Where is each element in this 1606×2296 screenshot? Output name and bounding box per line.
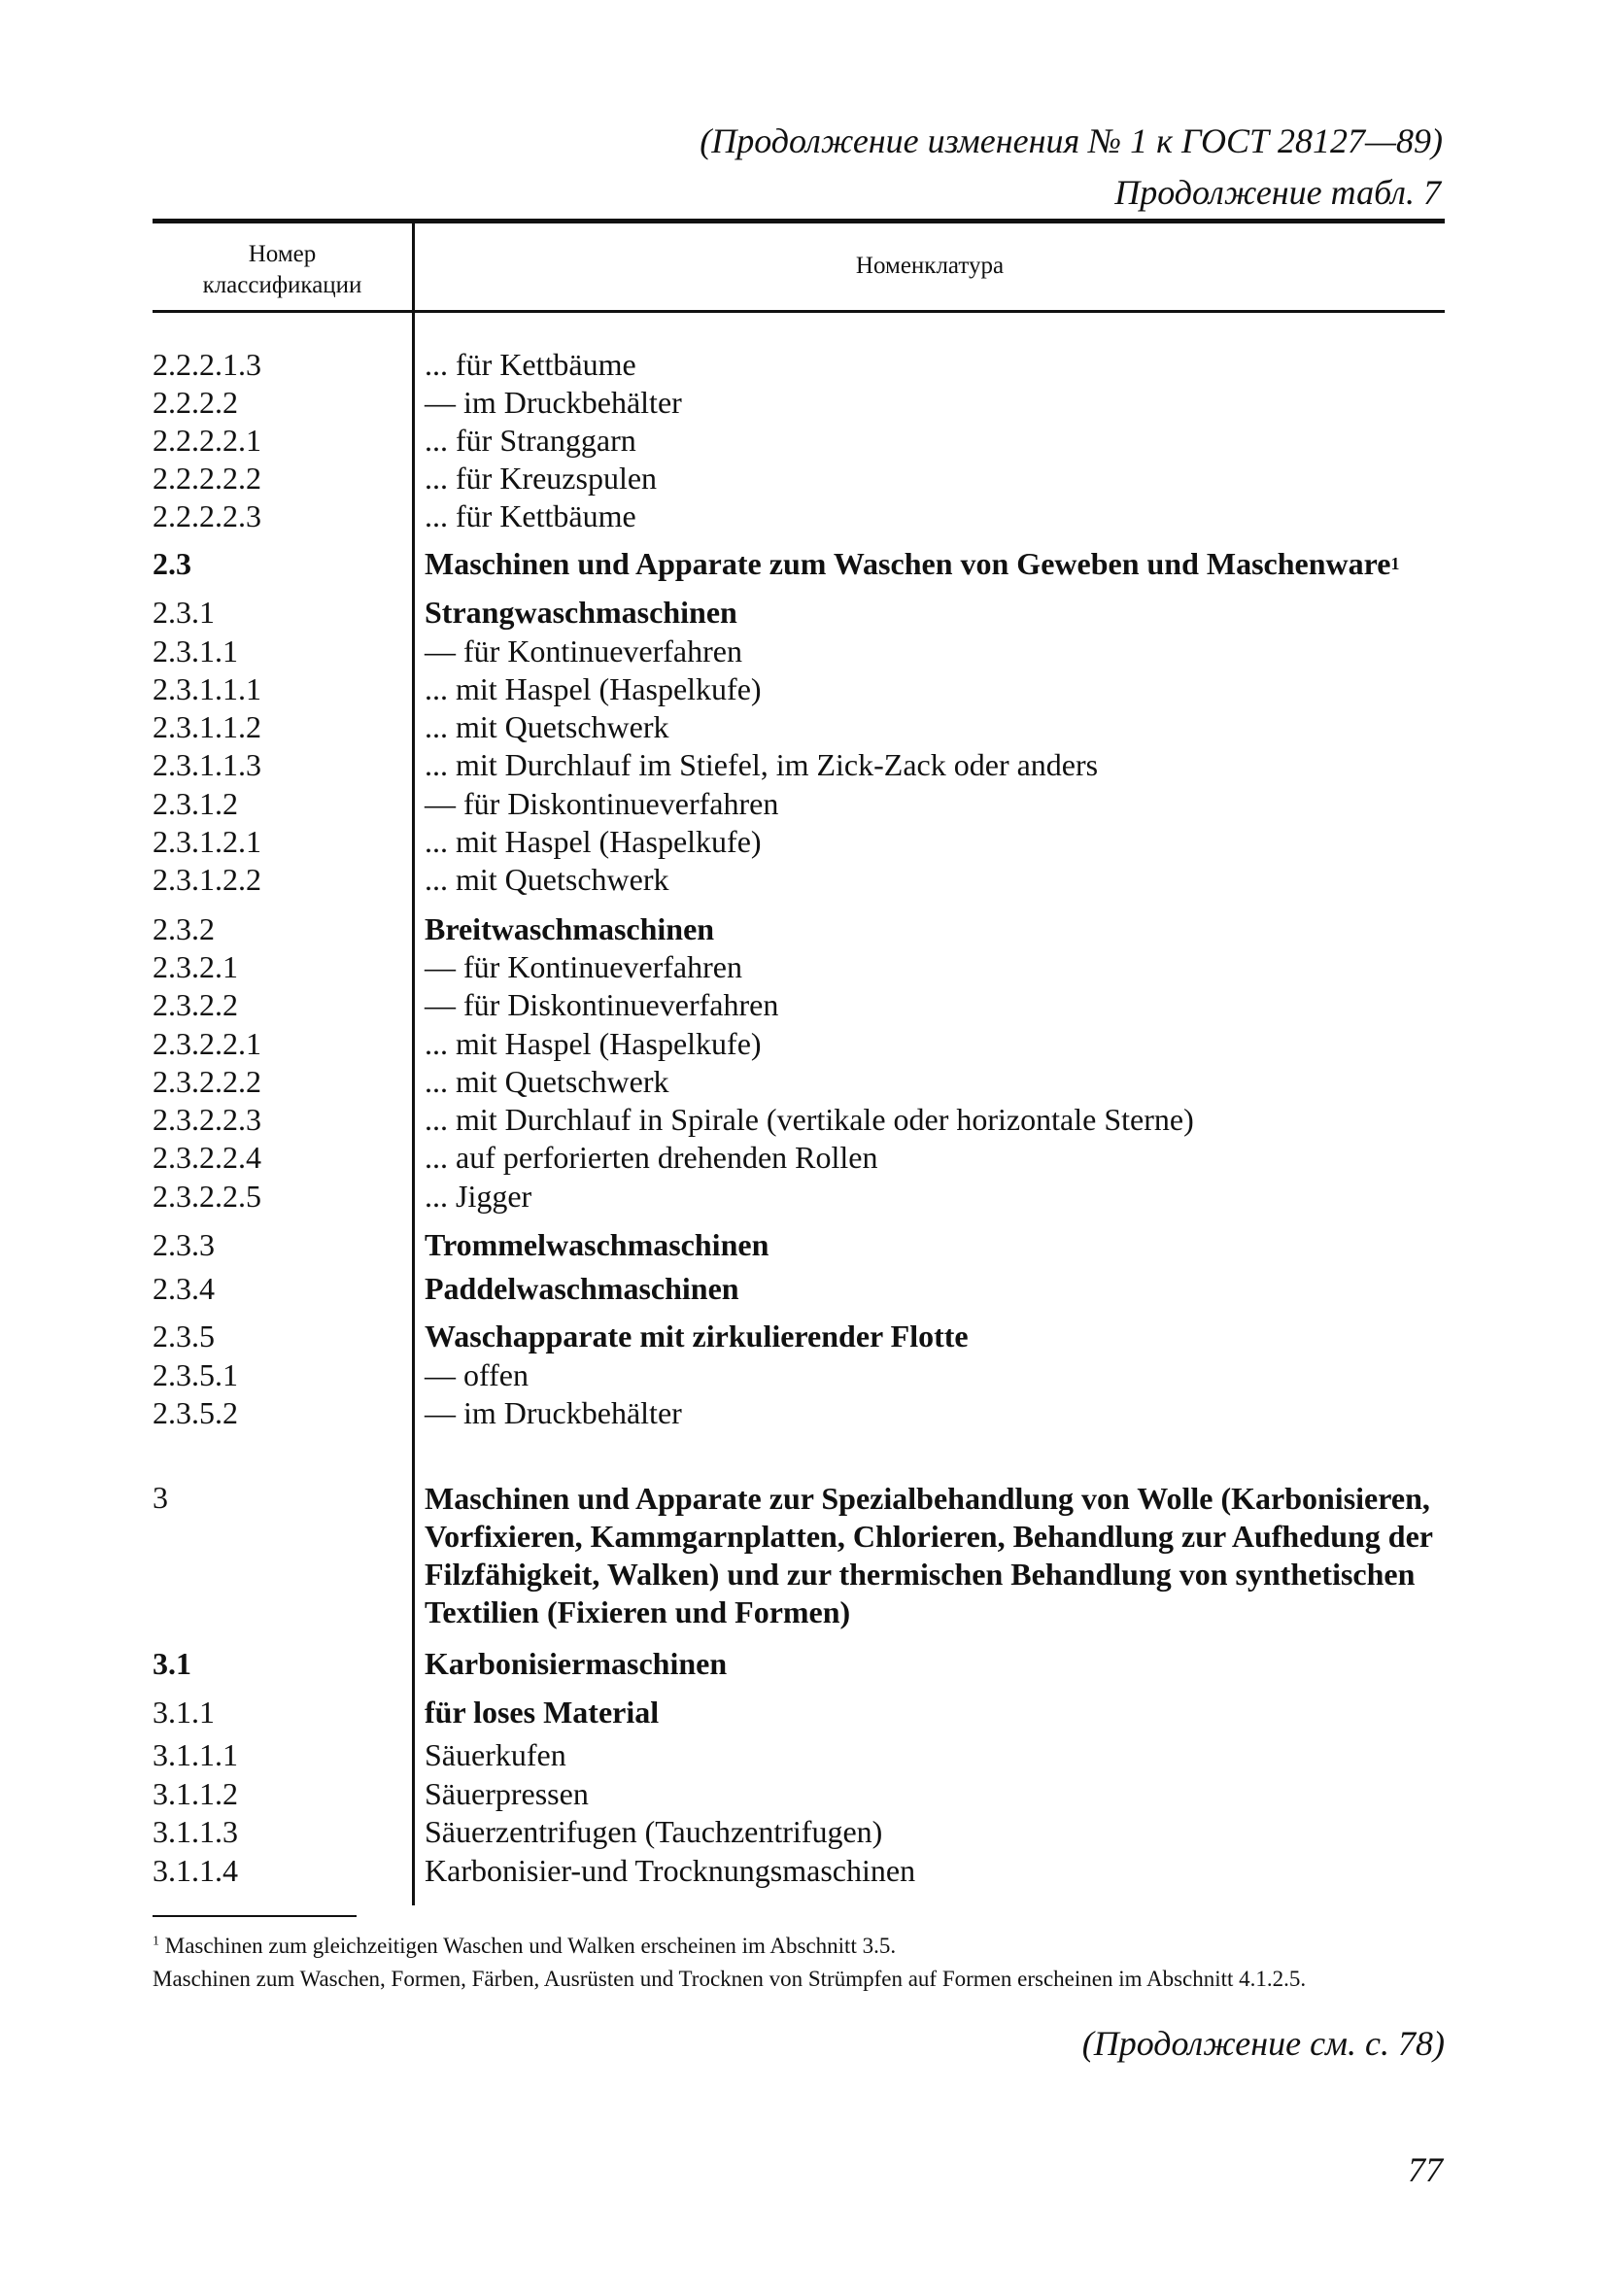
- nomenclature-text: ... Jigger: [425, 1179, 532, 1214]
- classification-code: 3.1.1: [153, 1695, 215, 1730]
- nomenclature-text: — im Druckbehälter: [425, 1395, 682, 1430]
- nomenclature-entry: [425, 709, 1454, 744]
- nomenclature-text: ... für Kettbäume: [425, 498, 636, 533]
- page-number: 77: [1408, 2150, 1443, 2189]
- nomenclature-entry: [425, 1776, 1454, 1811]
- nomenclature-entry: [425, 1102, 1454, 1137]
- nomenclature-entry: [425, 461, 1454, 496]
- nomenclature-text: Maschinen und Apparate zur Spezialbehandlung von Wolle (Karbonisieren, Vorfixieren, Kammgarnplatten, Chlorieren, Behandlung zur Aufhedung der Filzfähigkeit, Walken) und zur thermischen Behandlung von synthetischen Textilien (Fixieren und Formen): [425, 1481, 1433, 1629]
- header-table-continuation: Продолжение табл. 7: [1114, 173, 1441, 212]
- nomenclature-entry: [425, 1646, 1454, 1681]
- nomenclature-entry: [425, 1179, 1454, 1214]
- classification-code: 2.2.2.2.2: [153, 461, 261, 496]
- nomenclature-text: ... für Kreuzspulen: [425, 461, 658, 496]
- nomenclature-text: Säuerpressen: [425, 1776, 589, 1811]
- classification-code: 2.3.5: [153, 1319, 215, 1354]
- nomenclature-text: Maschinen und Apparate zum Waschen von Geweben und Maschenware: [425, 546, 1391, 581]
- classification-code: 2.3: [153, 546, 191, 581]
- nomenclature-entry: [425, 1480, 1454, 1631]
- footnote-rule: [153, 1915, 357, 1917]
- nomenclature-entry: [425, 1737, 1454, 1772]
- classification-code: 2.3.2.2.2: [153, 1064, 261, 1099]
- nomenclature-text: ... mit Haspel (Haspelkufe): [425, 1026, 762, 1061]
- classification-code: 2.3.1.2.2: [153, 862, 261, 897]
- classification-code: 3.1: [153, 1646, 191, 1681]
- classification-code: 3.1.1.2: [153, 1776, 238, 1811]
- classification-code: 2.3.2.2.4: [153, 1140, 261, 1175]
- nomenclature-entry: [425, 1140, 1454, 1175]
- header-continuation-note: (Продолжение изменения № 1 к ГОСТ 28127—89): [700, 121, 1443, 160]
- column-header-line: классификации: [202, 272, 362, 298]
- nomenclature-entry: [425, 385, 1454, 420]
- classification-code: 2.3.2.2.3: [153, 1102, 261, 1137]
- nomenclature-text: ... für Kettbäume: [425, 347, 636, 382]
- nomenclature-text: für loses Material: [425, 1695, 660, 1730]
- nomenclature-entry: [425, 423, 1454, 458]
- classification-code: 2.3.1.1.1: [153, 671, 261, 706]
- classification-code: 3.1.1.4: [153, 1853, 238, 1888]
- nomenclature-text: ... mit Haspel (Haspelkufe): [425, 824, 762, 859]
- classification-code: 2.3.2: [153, 911, 215, 946]
- classification-code: 2.2.2.2: [153, 385, 238, 420]
- nomenclature-entry: [425, 1395, 1454, 1430]
- nomenclature-text: — für Kontinueverfahren: [425, 634, 742, 668]
- classification-code: 2.3.1: [153, 595, 215, 630]
- nomenclature-text: — für Diskontinueverfahren: [425, 786, 779, 821]
- footnote-1: [153, 1934, 896, 1959]
- nomenclature-entry: [425, 949, 1454, 984]
- classification-code: 2.2.2.1.3: [153, 347, 261, 382]
- footnote-1-text: Maschinen zum gleichzeitigen Waschen und Walken erscheinen im Abschnitt 3.5.: [164, 1934, 897, 1958]
- footnote-reference: 1: [1390, 554, 1400, 573]
- nomenclature-entry: [425, 1064, 1454, 1099]
- nomenclature-text: Strangwaschmaschinen: [425, 595, 737, 630]
- nomenclature-entry: [425, 1319, 1454, 1354]
- classification-code: 2.3.2.1: [153, 949, 238, 984]
- nomenclature-text: Waschapparate mit zirkulierender Flotte: [425, 1319, 969, 1354]
- nomenclature-entry: [425, 824, 1454, 859]
- nomenclature-entry: [425, 1026, 1454, 1061]
- footnote-2: Maschinen zum Waschen, Formen, Färben, Ausrüsten und Trocknen von Strümpfen auf Formen erscheinen im Abschnitt 4.1.2.5.: [153, 1967, 1307, 1991]
- nomenclature-entry: [425, 1357, 1454, 1392]
- column-header-line: Номер: [248, 241, 317, 267]
- nomenclature-entry: [425, 634, 1454, 668]
- nomenclature-text: Breitwaschmaschinen: [425, 911, 715, 946]
- classification-code: 2.3.1.2.1: [153, 824, 261, 859]
- nomenclature-text: ... mit Quetschwerk: [425, 709, 669, 744]
- nomenclature-entry: [425, 1814, 1454, 1849]
- nomenclature-text: — im Druckbehälter: [425, 385, 682, 420]
- continuation-note: (Продолжение см. с. 78): [1081, 2024, 1445, 2063]
- nomenclature-entry: [425, 1853, 1454, 1888]
- nomenclature-entry: [425, 1227, 1454, 1262]
- classification-code: 2.3.1.1.3: [153, 747, 261, 782]
- classification-code: 2.3.2.2.5: [153, 1179, 261, 1214]
- nomenclature-entry: [425, 862, 1454, 897]
- nomenclature-text: Paddelwaschmaschinen: [425, 1271, 739, 1306]
- classification-code: 3.1.1.1: [153, 1737, 238, 1772]
- nomenclature-entry: [425, 911, 1454, 946]
- classification-code: 2.3.3: [153, 1227, 215, 1262]
- nomenclature-entry: [425, 786, 1454, 821]
- classification-code: 2.2.2.2.3: [153, 498, 261, 533]
- classification-code: 2.3.4: [153, 1271, 215, 1306]
- nomenclature-text: Säuerkufen: [425, 1737, 566, 1772]
- classification-code: 3.1.1.3: [153, 1814, 238, 1849]
- nomenclature-text: Karbonisiermaschinen: [425, 1646, 728, 1681]
- nomenclature-entry: [425, 1271, 1454, 1306]
- nomenclature-entry: [425, 987, 1454, 1022]
- nomenclature-text: Karbonisier-und Trocknungsmaschinen: [425, 1853, 916, 1888]
- nomenclature-entry: [425, 1695, 1454, 1730]
- nomenclature-text: ... mit Durchlauf in Spirale (vertikale oder horizontale Sterne): [425, 1102, 1194, 1137]
- classification-code: 2.3.2.2.1: [153, 1026, 261, 1061]
- classification-code: 2.3.1.1.2: [153, 709, 261, 744]
- nomenclature-entry: [425, 546, 1454, 581]
- classification-code: 2.3.5.1: [153, 1357, 238, 1392]
- classification-code: 3: [153, 1480, 168, 1515]
- classification-code: 2.3.1.2: [153, 786, 238, 821]
- nomenclature-text: ... auf perforierten drehenden Rollen: [425, 1140, 878, 1175]
- nomenclature-entry: [425, 747, 1454, 782]
- classification-code: 2.2.2.2.1: [153, 423, 261, 458]
- nomenclature-text: Säuerzentrifugen (Tauchzentrifugen): [425, 1814, 883, 1849]
- classification-code: 2.3.2.2: [153, 987, 238, 1022]
- nomenclature-text: ... für Stranggarn: [425, 423, 636, 458]
- nomenclature-text: ... mit Haspel (Haspelkufe): [425, 671, 762, 706]
- nomenclature-text: — für Diskontinueverfahren: [425, 987, 779, 1022]
- nomenclature-text: ... mit Durchlauf im Stiefel, im Zick-Zack oder anders: [425, 747, 1099, 782]
- nomenclature-text: Trommelwaschmaschinen: [425, 1227, 769, 1262]
- nomenclature-entry: [425, 671, 1454, 706]
- nomenclature-entry: [425, 595, 1454, 630]
- footnote-mark: 1: [153, 1934, 159, 1949]
- nomenclature-text: ... mit Quetschwerk: [425, 1064, 669, 1099]
- classification-code: 2.3.1.1: [153, 634, 238, 668]
- nomenclature-entry: [425, 347, 1454, 382]
- column-header-nomenclature: Номенклатура: [855, 253, 1005, 279]
- nomenclature-text: — für Kontinueverfahren: [425, 949, 742, 984]
- nomenclature-text: — offen: [425, 1357, 529, 1392]
- classification-code: 2.3.5.2: [153, 1395, 238, 1430]
- nomenclature-entry: [425, 498, 1454, 533]
- nomenclature-text: ... mit Quetschwerk: [425, 862, 669, 897]
